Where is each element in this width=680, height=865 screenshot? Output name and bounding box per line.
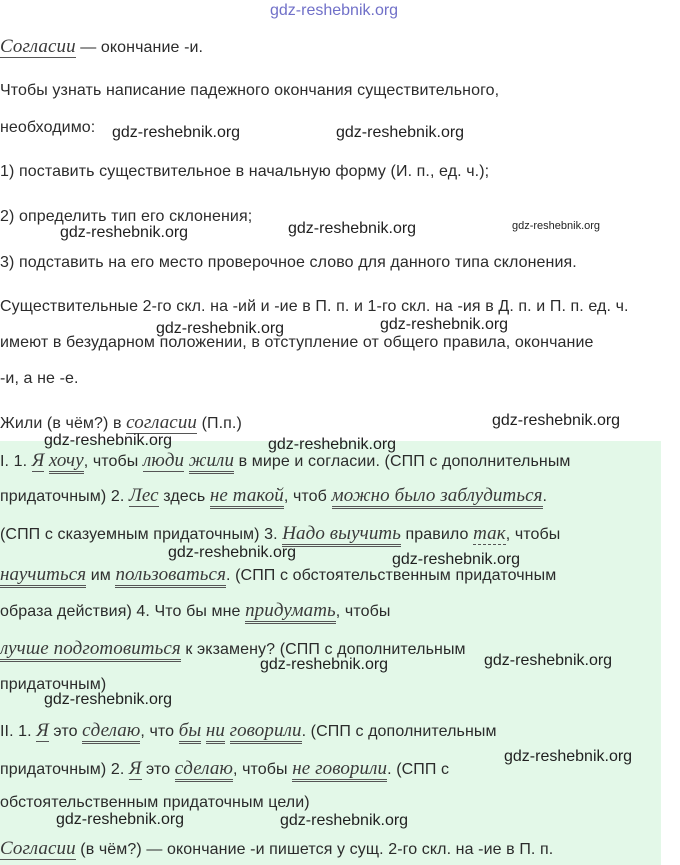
intro-rest: — окончание -и. <box>75 39 204 56</box>
predicate-word: ни <box>206 720 225 744</box>
part2-l1-text-d: . (СПП с дополнительным <box>301 723 497 740</box>
part1-line-6 <box>0 638 466 660</box>
rule-step-2: 2) определить тип его склонения; <box>0 208 253 225</box>
predicate-word: хочу <box>49 450 84 474</box>
adverbial-word: так <box>473 523 506 544</box>
part1-line-2 <box>0 485 547 507</box>
predicate-word: можно было заблудиться <box>332 485 543 509</box>
watermark: gdz-reshebnik.org <box>484 652 613 669</box>
part2-line-3: обстоятельственным придаточным цели) <box>0 794 310 811</box>
part1-line-3 <box>0 523 560 545</box>
rule-line-1: Чтобы узнать написание падежного окончания существительного, <box>0 82 500 99</box>
watermark: gdz-reshebnik.org <box>380 316 509 333</box>
part1-l1-text-a: I. 1. <box>0 453 32 470</box>
predicate-word: жили <box>189 450 234 474</box>
predicate-word: придумать <box>245 600 336 624</box>
part1-l4-text-b: . (СПП с обстоятельственным придаточным <box>226 567 557 584</box>
part2-l2-text-c: , чтобы <box>233 761 293 778</box>
part2-l1-text-c: , что <box>140 723 179 740</box>
predicate-word: лучше подготовиться <box>0 638 181 662</box>
watermark: gdz-reshebnik.org <box>288 220 417 237</box>
predicate-word: сделаю <box>82 720 140 744</box>
predicate-word: говорили <box>230 720 302 744</box>
watermark: gdz-reshebnik.org <box>168 544 297 561</box>
part1-l1-text-b: , чтобы <box>83 453 143 470</box>
subject-word: Я <box>31 450 45 471</box>
watermark: gdz-reshebnik.org <box>492 412 621 429</box>
watermark: gdz-reshebnik.org <box>260 656 389 673</box>
predicate-word: Надо выучить <box>282 523 401 547</box>
watermark: gdz-reshebnik.org <box>156 320 285 337</box>
part2-l1-text-b: это <box>48 723 83 740</box>
intro-word: Согласии <box>0 36 76 57</box>
rule-line-2: необходимо: <box>0 119 96 136</box>
watermark: gdz-reshebnik.org <box>392 551 521 568</box>
watermark-top: gdz-reshebnik.org <box>270 2 399 19</box>
part1-l3-text-a: (СПП с сказуемным придаточным) 3. <box>0 526 283 543</box>
part1-l3-text-b: правило <box>400 526 474 543</box>
predicate-word: не такой <box>210 485 284 509</box>
final-line <box>0 838 553 860</box>
predicate-word: бы <box>179 720 202 744</box>
exception-line-2: имеют в безударном положении, в отступление от общего правила, окончание <box>0 334 594 351</box>
part1-l2-text-c: , чтоб <box>283 488 332 505</box>
rule-step-1: 1) поставить существительное в начальную форму (И. п., ед. ч.); <box>0 163 490 180</box>
watermark: gdz-reshebnik.org <box>44 432 173 449</box>
subject-word: Лес <box>128 485 159 506</box>
rule-step-3: 3) подставить на его место проверочное слово для данного типа склонения. <box>0 254 577 271</box>
predicate-word: научиться <box>0 564 86 588</box>
part1-l1-text-c: в мире и согласии. (СПП с дополнительным <box>234 453 571 470</box>
subject-word: люди <box>142 450 185 471</box>
watermark: gdz-reshebnik.org <box>268 436 397 453</box>
part1-l4-text-a: им <box>86 567 116 584</box>
part2-l1-text-a: II. 1. <box>0 723 37 740</box>
part2-l2-text-a: придаточным) 2. <box>0 761 129 778</box>
space <box>225 723 230 740</box>
part1-l5-text-a: образа действия) 4. Что бы мне <box>0 603 246 620</box>
subject-word: Я <box>36 720 49 741</box>
part1-l5-text-b: , чтобы <box>335 603 391 620</box>
part2-l2-text-d: . (СПП с <box>387 761 450 778</box>
exception-line-1: Существительные 2-го скл. на -ий и -ие в П. п. и 1-го скл. на -ия в Д. п. и П. п. ед. ч. <box>0 298 629 315</box>
watermark: gdz-reshebnik.org <box>280 812 409 829</box>
watermark: gdz-reshebnik.org <box>504 748 633 765</box>
example-post: (П.п.) <box>197 415 242 432</box>
subject-word: Я <box>128 758 142 779</box>
intro-line <box>0 36 203 58</box>
part1-line-7: придаточным) <box>0 676 107 693</box>
final-word: Согласии <box>0 838 76 859</box>
period: . <box>542 488 548 505</box>
final-rest: (в чём?) — окончание -и пишется у сущ. 2-го скл. на -ие в П. п. <box>75 841 554 858</box>
part1-l2-text-b: здесь <box>158 488 210 505</box>
predicate-word: сделаю <box>175 758 233 782</box>
part2-l2-text-b: это <box>141 761 175 778</box>
part1-l2-text-a: придаточным) 2. <box>0 488 129 505</box>
watermark: gdz-reshebnik.org <box>512 220 601 232</box>
part1-l3-text-c: , чтобы <box>505 526 561 543</box>
part2-line-1 <box>0 720 497 742</box>
example-line <box>0 412 242 434</box>
watermark: gdz-reshebnik.org <box>60 224 189 241</box>
exception-line-3: -и, а не -е. <box>0 370 79 387</box>
predicate-word: не говорили <box>292 758 387 782</box>
part2-line-2 <box>0 758 449 780</box>
part1-line-5 <box>0 600 390 622</box>
example-word: согласии <box>126 412 198 433</box>
watermark: gdz-reshebnik.org <box>44 691 173 708</box>
watermark: gdz-reshebnik.org <box>336 124 465 141</box>
space <box>184 453 189 470</box>
example-pre: Жили (в чём?) в <box>0 415 127 432</box>
watermark: gdz-reshebnik.org <box>56 811 185 828</box>
part1-l6-text-a: к экзамену? (СПП с дополнительным <box>180 641 466 658</box>
watermark: gdz-reshebnik.org <box>112 124 241 141</box>
predicate-word: пользоваться <box>115 564 226 588</box>
